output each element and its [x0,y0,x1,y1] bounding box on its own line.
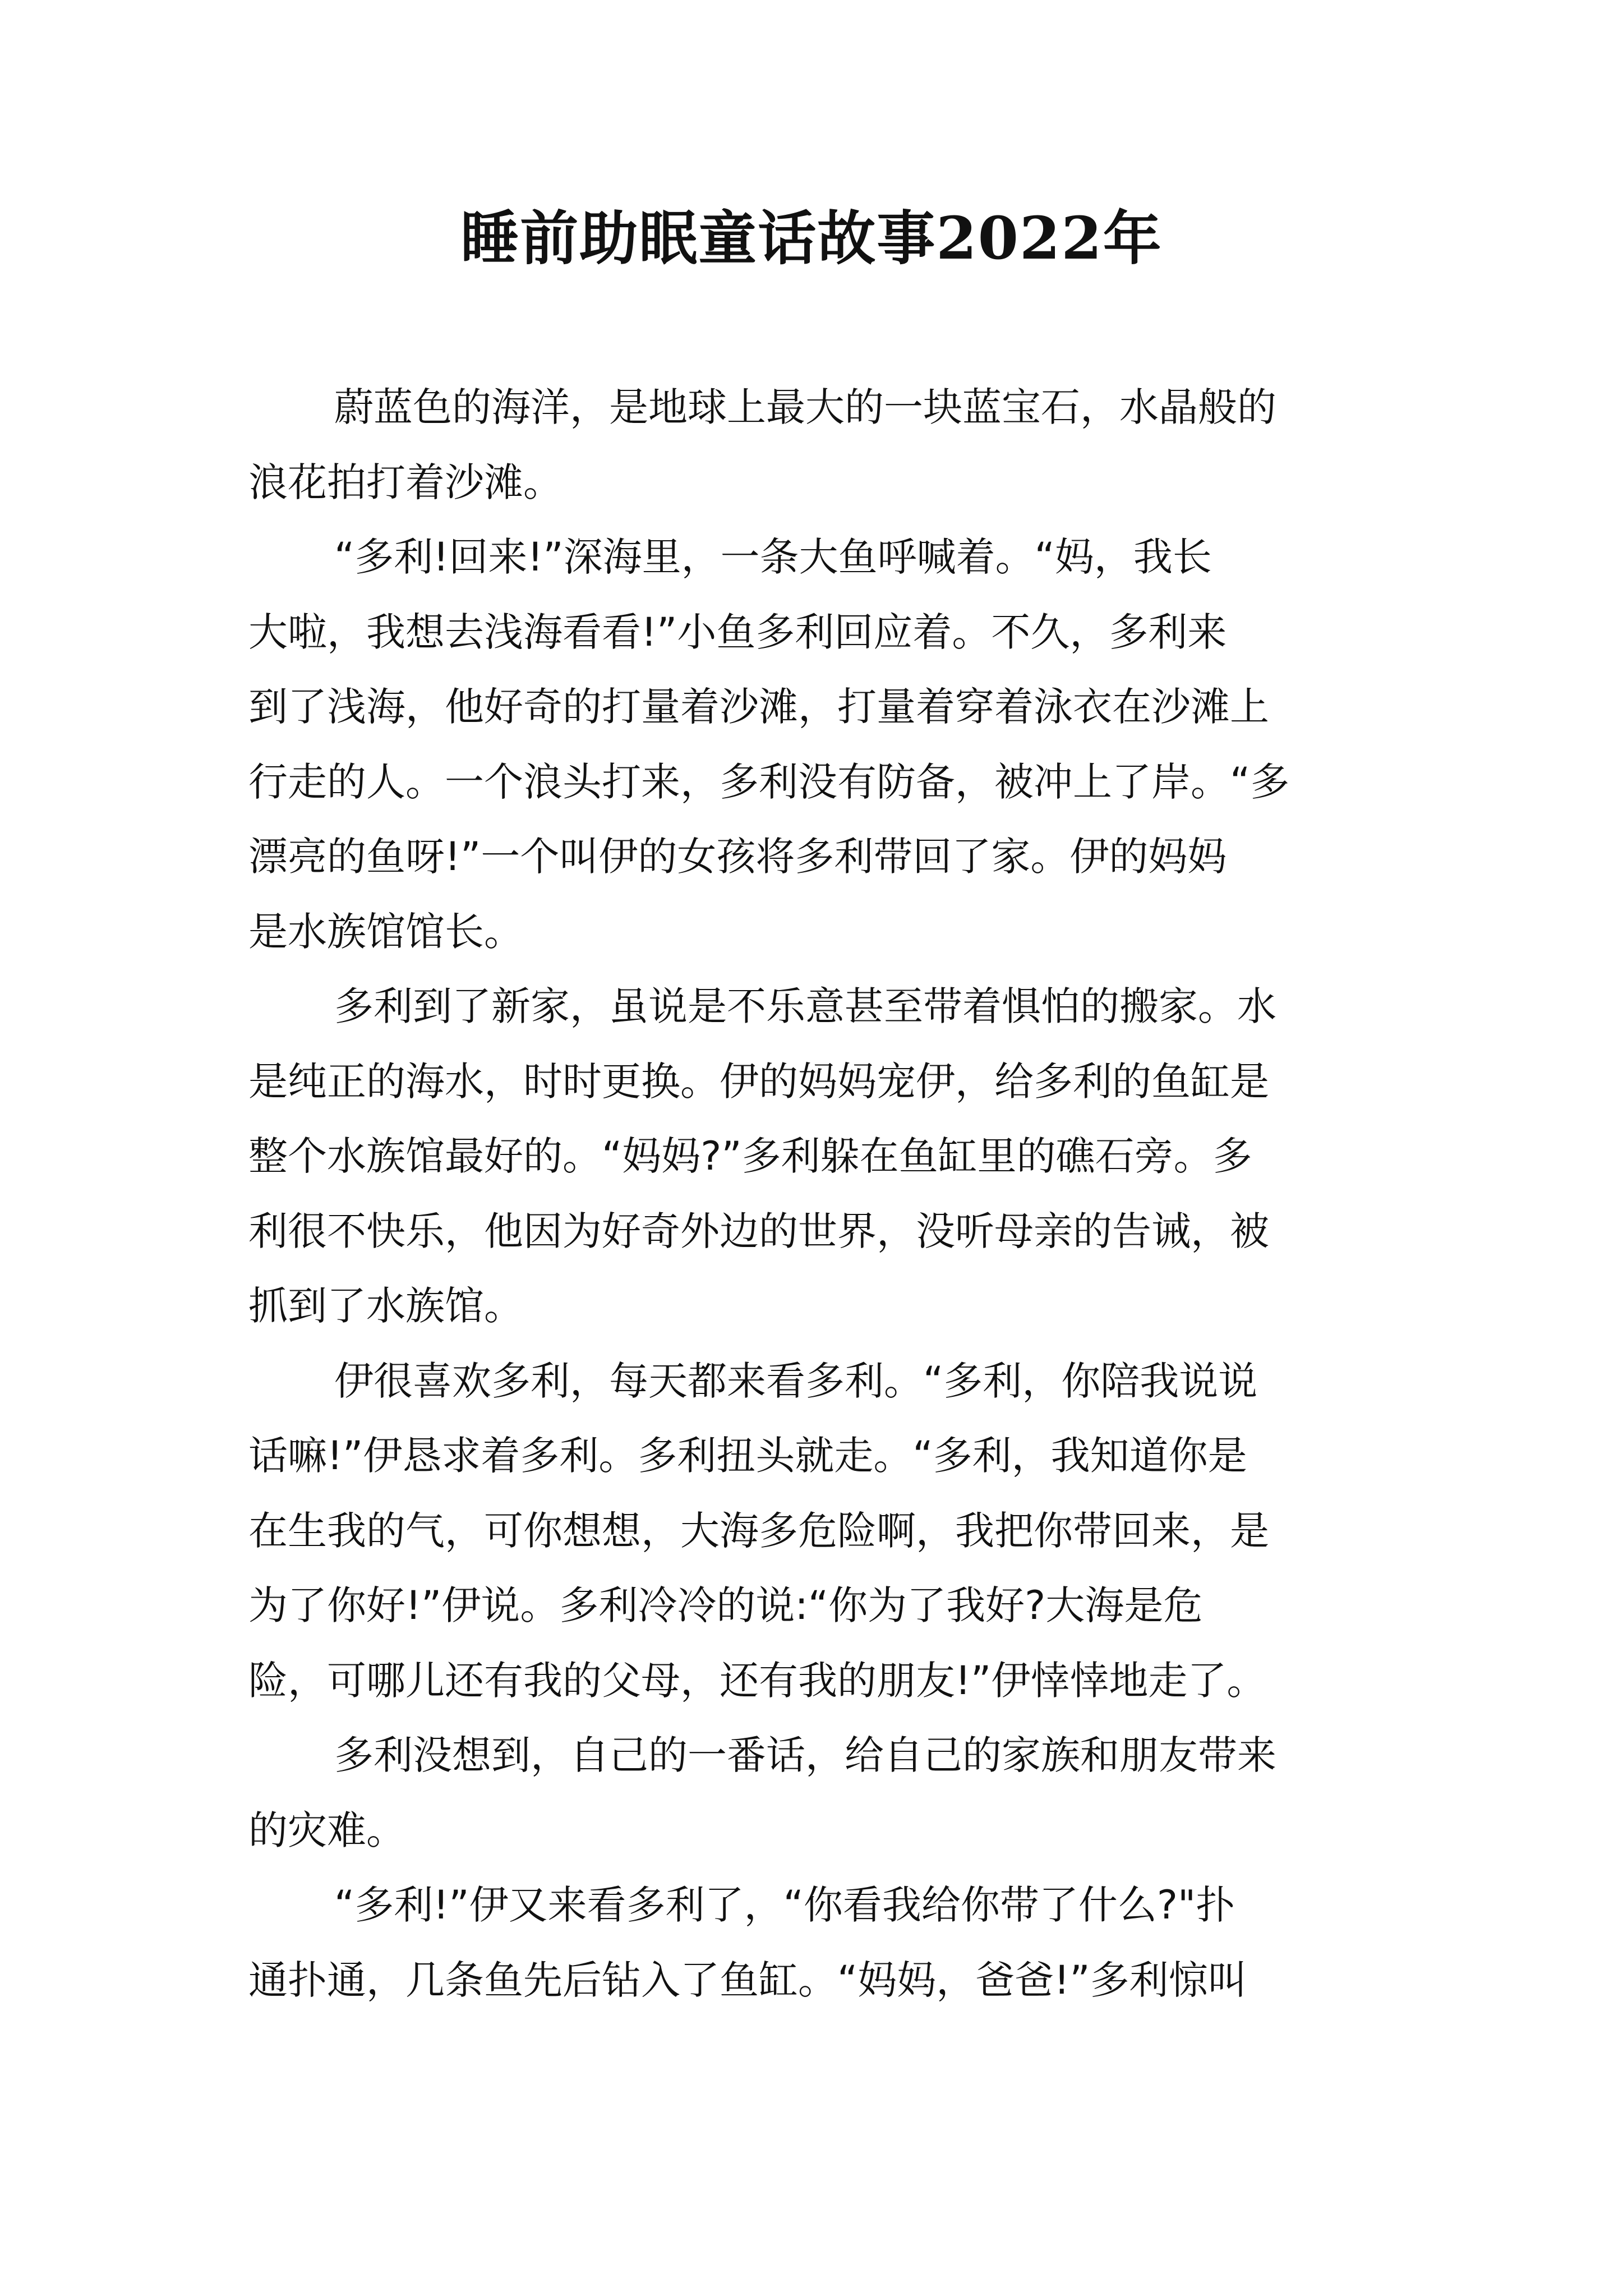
document-title: 睡前助眠童话故事2022年 [460,204,1163,273]
paragraph-line: 话嘛!”伊恳求着多利。多利扭头就走。“多利，我知道你是 [248,1433,1247,1479]
paragraph [248,1344,1376,1719]
paragraph-line: 抓到了水族馆。 [248,1283,523,1329]
paragraph-line: 利很不快乐，他因为好奇外边的世界，没听母亲的告诫，被 [248,1208,1269,1254]
paragraph-line: 整个水族馆最好的。“妈妈?”多利躲在鱼缸里的礁石旁。多 [248,1133,1252,1179]
paragraph-line: 漂亮的鱼呀!”一个叫伊的女孩将多利带回了家。伊的妈妈 [248,834,1227,880]
paragraph-line: 是水族馆馆长。 [248,908,523,955]
paragraph-line: 通扑通，几条鱼先后钻入了鱼缸。“妈妈，爸爸!”多利惊叫 [248,1957,1247,2003]
paragraph-line: 蔚蓝色的海洋，是地球上最大的一块蓝宝石，水晶般的 [334,384,1276,430]
paragraph [248,969,1376,1344]
paragraph-line: 多利到了新家，虽说是不乐意甚至带着惧怕的搬家。水 [334,983,1276,1029]
paragraph-line: 为了你好!”伊说。多利冷冷的说:“你为了我好?大海是危 [248,1582,1203,1628]
paragraph-line: “多利!”伊又来看多利了，“你看我给你带了什么?"扑 [334,1882,1235,1928]
paragraph-line: 大啦，我想去浅海看看!”小鱼多利回应着。不久，多利来 [248,609,1227,655]
paragraph-line: 伊很喜欢多利，每天都来看多利。“多利，你陪我说说 [334,1358,1258,1404]
document-body [248,370,1376,2018]
paragraph [248,1868,1376,2018]
paragraph [248,1718,1376,1868]
paragraph [248,370,1376,520]
paragraph-line: 到了浅海，他好奇的打量着沙滩，打量着穿着泳衣在沙滩上 [248,684,1269,730]
paragraph-line: “多利!回来!”深海里，一条大鱼呼喊着。“妈，我长 [334,534,1212,580]
paragraph [248,520,1376,969]
paragraph-line: 的灾难。 [248,1807,405,1853]
paragraph-line: 多利没想到，自己的一番话，给自己的家族和朋友带来 [334,1732,1276,1778]
paragraph-line: 浪花拍打着沙滩。 [248,459,562,505]
paragraph-line: 险，可哪儿还有我的父母，还有我的朋友!”伊悻悻地走了。 [248,1657,1266,1704]
paragraph-line: 在生我的气，可你想想，大海多危险啊，我把你带回来，是 [248,1507,1269,1554]
paragraph-line: 行走的人。一个浪头打来，多利没有防备，被冲上了岸。“多 [248,758,1290,805]
paragraph-line: 是纯正的海水，时时更换。伊的妈妈宠伊，给多利的鱼缸是 [248,1058,1269,1105]
